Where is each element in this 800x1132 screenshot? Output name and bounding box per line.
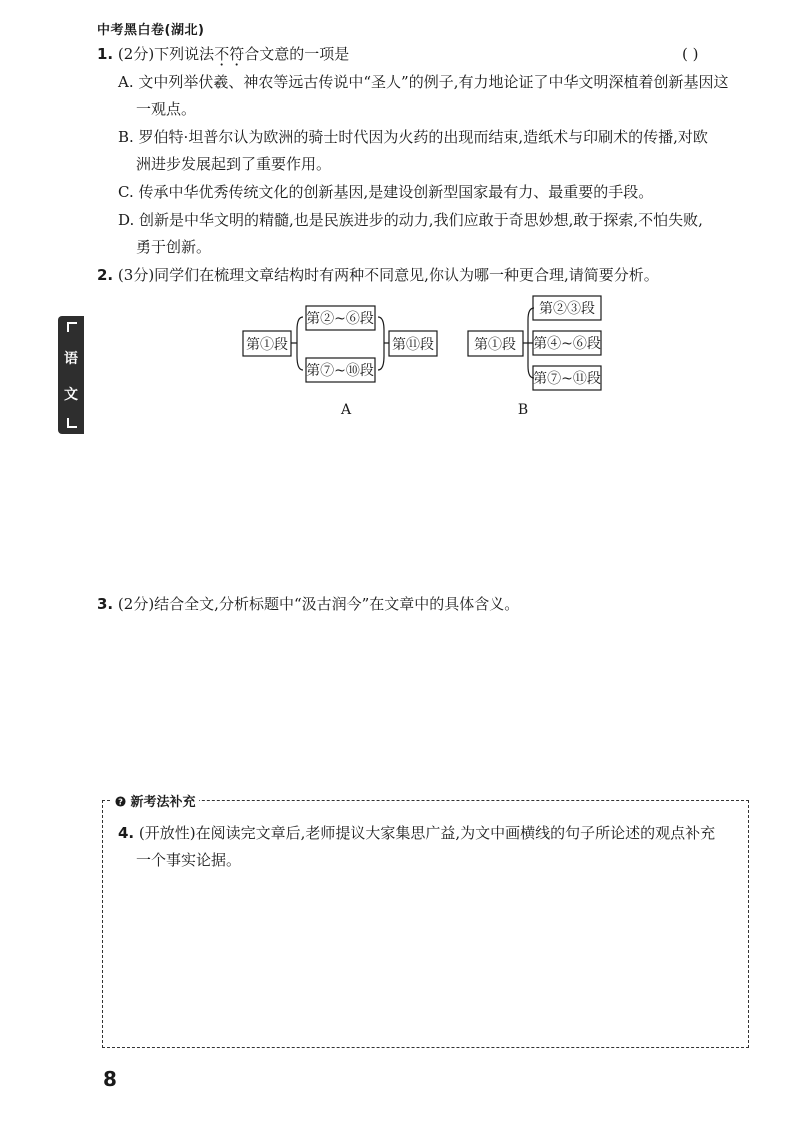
option-d-line-1: D. 创新是中华文明的精髓,也是民族进步的动力,我们应敢于奇思妙想,敢于探索,不怕失败, xyxy=(118,211,703,229)
subject-side-tab xyxy=(58,316,84,434)
emphasis-dot-char: 符 xyxy=(229,45,245,63)
diagram-b-branch-label-3: 第⑦~⑪段 xyxy=(533,371,601,387)
supplement-label-text: 新考法补充 xyxy=(130,795,196,810)
question-2-number: 2. xyxy=(97,266,114,284)
diagram-a-right-brace xyxy=(378,317,389,370)
diagram-a-branch-box-2 xyxy=(306,358,375,382)
diagram-a-root-label: 第①段 xyxy=(246,337,288,353)
diagram-b-brace xyxy=(523,308,534,378)
answer-parentheses[interactable]: ( ) xyxy=(682,45,699,63)
diagram-b-caption: B xyxy=(517,402,529,418)
question-2-text: (3分)同学们在梳理文章结构时有两种不同意见,你认为哪一种更合理,请简要分析。 xyxy=(117,266,659,284)
option-b-line-1: B. 罗伯特·坦普尔认为欧洲的骑士时代因为火药的出现而结束,造纸术与印刷术的传播,对欧 xyxy=(118,128,708,146)
diagram-a-root-box xyxy=(243,331,291,356)
diagram-b-root-label: 第①段 xyxy=(474,337,516,353)
svg-text:?: ? xyxy=(118,796,123,807)
diagram-a-left-brace xyxy=(291,317,303,370)
diagram-a-end-label: 第⑪段 xyxy=(392,337,434,353)
question-1-stem-before: 下列说法 xyxy=(154,45,215,63)
question-3-stem xyxy=(97,594,519,614)
question-1-stem-after: 合文意的一项是 xyxy=(244,45,350,63)
tab-corner-mark xyxy=(67,322,77,332)
question-4-text-line-1: (开放性)在阅读完文章后,老师提议大家集思广益,为文中画横线的句子所论述的观点补充 xyxy=(138,824,716,842)
page-number: 8 xyxy=(103,1067,117,1091)
question-1-number: 1. xyxy=(97,45,114,63)
question-4-line-1 xyxy=(118,823,715,843)
question-2-stem xyxy=(97,265,659,285)
option-b-line-2: 洲进步发展起到了重要作用。 xyxy=(136,155,332,173)
question-3-number: 3. xyxy=(97,595,114,613)
option-c-line-1: C. 传承中华优秀传统文化的创新基因,是建设创新型国家最有力、最重要的手段。 xyxy=(118,183,654,201)
option-d-line-2: 勇于创新。 xyxy=(136,238,212,256)
supplement-label xyxy=(112,791,199,810)
diagram-a-branch-label-2: 第⑦~⑩段 xyxy=(306,363,374,379)
diagram-a-caption: A xyxy=(340,402,352,418)
question-4-number: 4. xyxy=(118,824,135,842)
page-header-title: 中考黑白卷(湖北) xyxy=(97,23,205,38)
question-4-line-2: 一个事实论据。 xyxy=(136,851,242,869)
question-3-text: (2分)结合全文,分析标题中“汲古润今”在文章中的具体含义。 xyxy=(117,595,520,613)
question-1-score: (2分) xyxy=(117,45,155,63)
lightbulb-icon xyxy=(115,795,131,810)
side-tab-char: 语 xyxy=(64,351,78,367)
tab-corner-mark xyxy=(67,418,77,428)
diagram-b-root-box xyxy=(468,331,523,356)
diagram-a-branch-box-1 xyxy=(306,306,375,330)
diagram-a-branch-label-1: 第②~⑥段 xyxy=(306,311,374,327)
side-tab-char: 文 xyxy=(64,387,78,403)
diagram-b-branch-label-1: 第②③段 xyxy=(539,301,595,317)
diagram-b-branch-box-2 xyxy=(533,331,601,355)
emphasis-dot-char: 不 xyxy=(214,45,230,63)
diagram-b-branch-box-3 xyxy=(533,366,601,390)
diagram-b-branch-label-2: 第④~⑥段 xyxy=(533,336,601,352)
option-a-line-2: 一观点。 xyxy=(136,100,197,118)
diagram-b-branch-box-1 xyxy=(533,296,601,320)
question-1-stem xyxy=(97,44,349,64)
diagram-a-end-box xyxy=(389,331,437,356)
option-a-line-1: A. 文中列举伏羲、神农等远古传说中“圣人”的例子,有力地论证了中华文明深植着创新基因这 xyxy=(118,73,729,91)
